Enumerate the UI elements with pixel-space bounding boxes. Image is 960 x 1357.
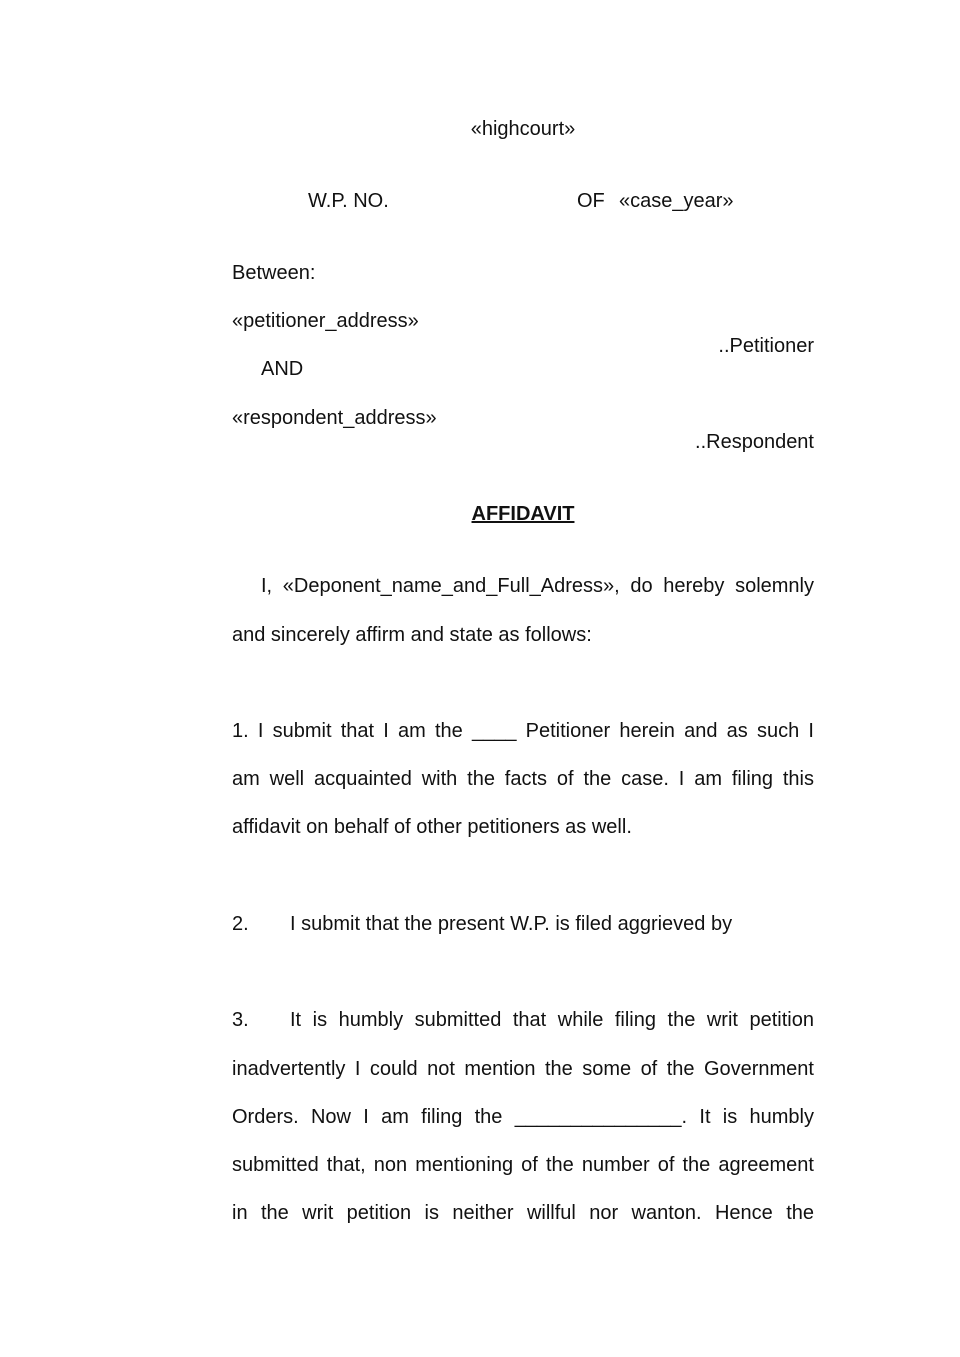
case-year: «case_year» — [619, 190, 734, 212]
of-label: OF — [577, 190, 605, 212]
respondent-role: ..Respondent — [695, 431, 814, 453]
paragraph-3-line-3: Orders. Now I am filing the _______________. It is humbly — [232, 1106, 814, 1128]
paragraph-1-line-3: affidavit on behalf of other petitioners as well. — [232, 816, 632, 838]
between-label: Between: — [232, 262, 316, 284]
wp-number-label: W.P. NO. — [308, 190, 389, 212]
paragraph-2-number: 2. — [232, 913, 249, 935]
paragraph-3-number: 3. — [232, 1009, 249, 1031]
intro-line-1: I, «Deponent_name_and_Full_Adress», do hereby solemnly — [261, 575, 814, 597]
and-label: AND — [261, 358, 304, 380]
paragraph-3-line-1: It is humbly submitted that while filing the writ petition — [290, 1009, 814, 1031]
document-title: AFFIDAVIT — [471, 503, 575, 525]
court-name: «highcourt» — [470, 118, 576, 140]
paragraph-1-line-1: 1. I submit that I am the ____ Petitioner herein and as such I — [232, 720, 814, 742]
paragraph-3-line-2: inadvertently I could not mention the some of the Government — [232, 1058, 814, 1080]
intro-line-2: and sincerely affirm and state as follows: — [232, 624, 592, 646]
paragraph-1-line-2: am well acquainted with the facts of the case. I am filing this — [232, 768, 814, 790]
petitioner-role: ..Petitioner — [718, 335, 814, 357]
paragraph-3-line-4: submitted that, non mentioning of the number of the agreement — [232, 1154, 814, 1176]
paragraph-2-text: I submit that the present W.P. is filed aggrieved by — [290, 913, 733, 935]
paragraph-3-line-5: in the writ petition is neither willful nor wanton. Hence the — [232, 1202, 814, 1224]
respondent-address: «respondent_address» — [232, 407, 437, 429]
petitioner-address: «petitioner_address» — [232, 310, 419, 332]
